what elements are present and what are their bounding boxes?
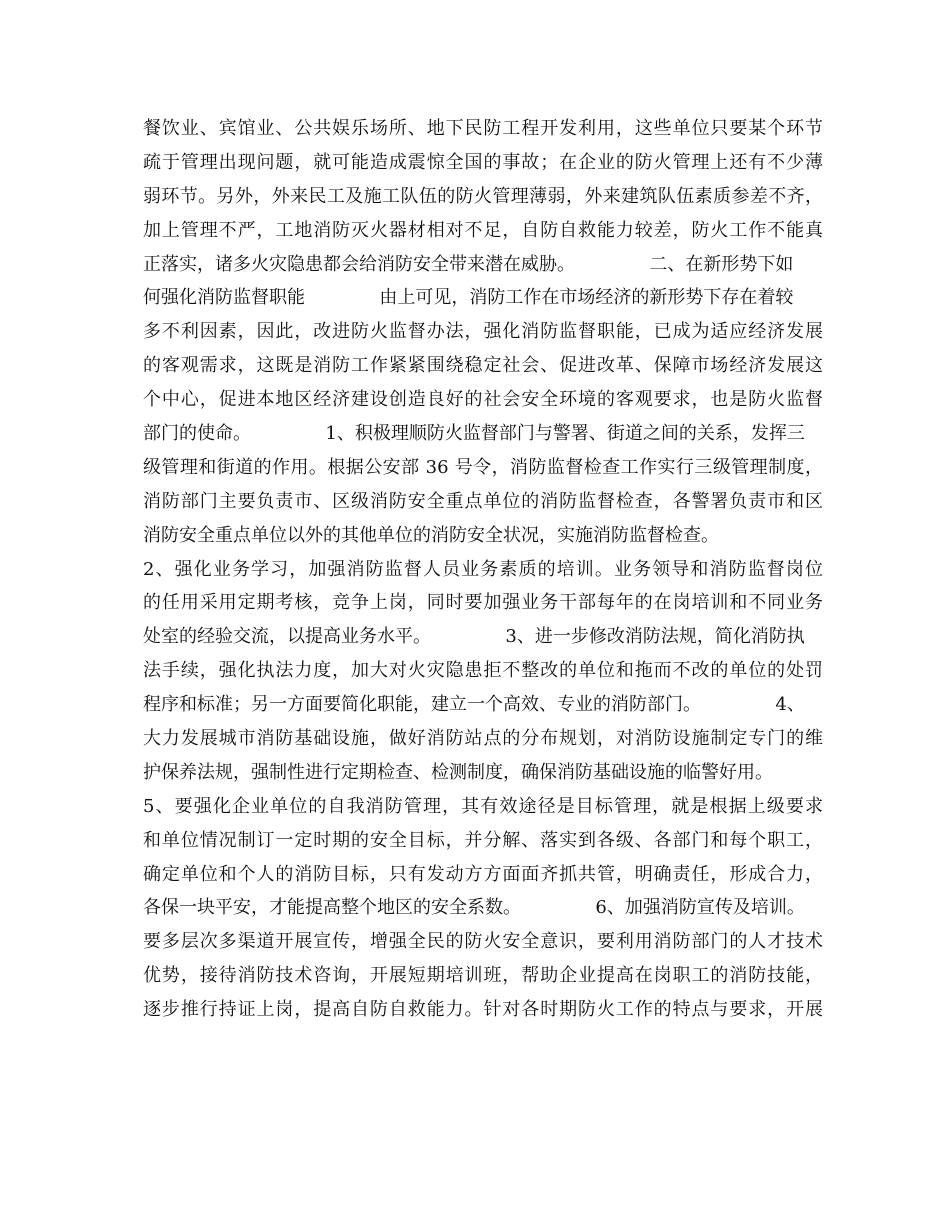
text-line: 消防部门主要负责市、区级消防安全重点单位的消防监督检查，各警署负责市和区 (143, 490, 823, 512)
text-line: 的任用采用定期考核，竞争上岗，同时要加强业务干部每年的在岗培训和不同业务 (143, 592, 823, 614)
text-line: 处室的经验交流，以提高业务水平。 3、进一步修改消防法规，简化消防执 (143, 626, 805, 648)
text-line: 何强化消防监督职能 由上可见，消防工作在市场经济的新形势下存在着较 (143, 287, 794, 309)
text-line: 疏于管理出现问题，就可能造成震惊全国的事故；在企业的防火管理上还有不少薄 (143, 151, 823, 173)
text-line: 法手续，强化执法力度，加大对火灾隐患拒不整改的单位和拖而不改的单位的处罚 (143, 660, 823, 682)
text-line: 优势，接待消防技术咨询，开展短期培训班，帮助企业提高在岗职工的消防技能， (143, 965, 823, 987)
text-line: 的客观需求，这既是消防工作紧紧围绕稳定社会、促进改革、保障市场经济发展这 (143, 355, 823, 377)
text-line: 大力发展城市消防基础设施，做好消防站点的分布规划，对消防设施制定专门的维 (143, 728, 823, 750)
text-line: 部门的使命。 1、积极理顺防火监督部门与警署、街道之间的关系，发挥三 (143, 423, 805, 445)
text-line: 2、强化业务学习，加强消防监督人员业务素质的培训。业务领导和消防监督岗位 (143, 558, 823, 580)
text-line: 各保一块平安，才能提高整个地区的安全系数。 6、加强消防宣传及培训。 (143, 897, 805, 919)
text-line: 要多层次多渠道开展宣传，增强全民的防火安全意识，要利用消防部门的人才技术 (143, 931, 823, 953)
text-line: 弱环节。另外，外来民工及施工队伍的防火管理薄弱，外来建筑队伍素质参差不齐， (143, 185, 823, 207)
text-line: 级管理和街道的作用。根据公安部 36 号令，消防监督检查工作实行三级管理制度， (143, 456, 823, 478)
text-line: 消防安全重点单位以外的其他单位的消防安全状况，实施消防监督检查。 (143, 524, 719, 546)
body-text (143, 112, 823, 1027)
text-line: 护保养法规，强制性进行定期检查、检测制度，确保消防基础设施的临警好用。 (143, 761, 773, 783)
text-line: 正落实，诸多火灾隐患都会给消防安全带来潜在威胁。 二、在新形势下如 (143, 253, 794, 275)
text-line: 加上管理不严，工地消防灭火器材相对不足，自防自救能力较差，防火工作不能真 (143, 219, 823, 241)
text-line: 确定单位和个人的消防目标，只有发动方方面面齐抓共管，明确责任，形成合力， (143, 863, 823, 885)
text-line: 和单位情况制订一定时期的安全目标，并分解、落实到各级、各部门和每个职工， (143, 829, 823, 851)
text-line: 5、要强化企业单位的自我消防管理，其有效途径是目标管理，就是根据上级要求 (143, 795, 823, 817)
text-line: 餐饮业、宾馆业、公共娱乐场所、地下民防工程开发利用，这些单位只要某个环节 (143, 118, 823, 139)
text-line: 程序和标准；另一方面要简化职能，建立一个高效、专业的消防部门。 4、 (143, 694, 805, 716)
text-line: 逐步推行持证上岗，提高自防自救能力。针对各时期防火工作的特点与要求，开展 (143, 999, 823, 1021)
text-line: 多不利因素，因此，改进防火监督办法，强化消防监督职能，已成为适应经济发展 (143, 321, 823, 343)
text-line: 个中心，促进本地区经济建设创造良好的社会安全环境的客观要求，也是防火监督 (143, 389, 823, 411)
